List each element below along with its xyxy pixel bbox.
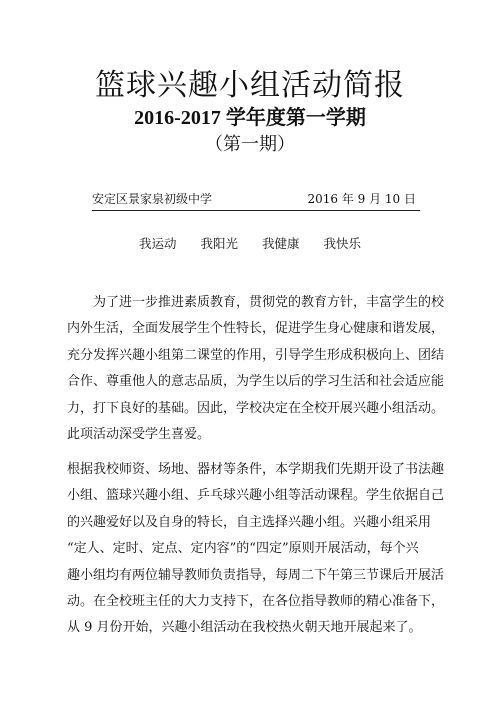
document-title: 篮球兴趣小组活动简报 bbox=[95, 68, 405, 103]
paragraph-line: 充分发挥兴趣小组第二课堂的作用，引导学生形成积极向上、团结 bbox=[67, 347, 445, 363]
paragraph-line: 的兴趣爱好以及自身的特长，自主选择兴趣小组。兴趣小组采用 bbox=[67, 514, 432, 530]
slogan: 我健康 bbox=[261, 236, 300, 251]
paragraph-line: 动。在全校班主任的大力支持下，在各位指导教师的精心准备下， bbox=[67, 593, 445, 609]
slogan-row bbox=[0, 234, 500, 252]
paragraph-line: 力，打下良好的基础。因此，学校决定在全校开展兴趣小组活动。 bbox=[67, 400, 445, 416]
paragraph-line: “定人、定时、定点、定内容”的“四定”原则开展活动，每个兴 bbox=[67, 541, 419, 557]
school-name: 安定区景家泉初级中学 bbox=[92, 192, 213, 206]
paragraph-intro bbox=[67, 290, 445, 448]
paragraph-line: 内外生活，全面发展学生个性特长，促进学生身心健康和谐发展， bbox=[67, 321, 445, 337]
paragraph-line: 为了进一步推进素质教育，贯彻党的教育方针，丰富学生的校 bbox=[93, 295, 445, 310]
document-subtitle: 2016-2017 学年度第一学期 bbox=[134, 107, 366, 129]
issue-date: 2016 年 9 月 10 日 bbox=[307, 192, 416, 206]
meta-line bbox=[92, 188, 420, 211]
paragraph-line: 小组、篮球兴趣小组、乒乓球兴趣小组等活动课程。学生依据自己 bbox=[67, 488, 445, 504]
slogan: 我运动 bbox=[138, 236, 177, 251]
paragraph-line: 此项活动深受学生喜爱。 bbox=[67, 426, 211, 442]
slogan: 我快乐 bbox=[323, 236, 361, 251]
paragraph-line: 从 9 月份开始，兴趣小组活动在我校热火朝天地开展起来了。 bbox=[67, 620, 422, 636]
paragraph-line: 根据我校师资、场地、器材等条件，本学期我们先期开设了书法趣 bbox=[67, 462, 445, 477]
paragraph-details bbox=[67, 457, 445, 642]
issue-number: （第一期） bbox=[205, 134, 295, 155]
paragraph-line: 趣小组均有两位辅导教师负责指导，每周二下午第三节课后开展活 bbox=[67, 567, 445, 583]
slogan: 我阳光 bbox=[200, 236, 238, 251]
paragraph-line: 合作、尊重他人的意志品质，为学生以后的学习生活和社会适应能 bbox=[67, 374, 445, 390]
